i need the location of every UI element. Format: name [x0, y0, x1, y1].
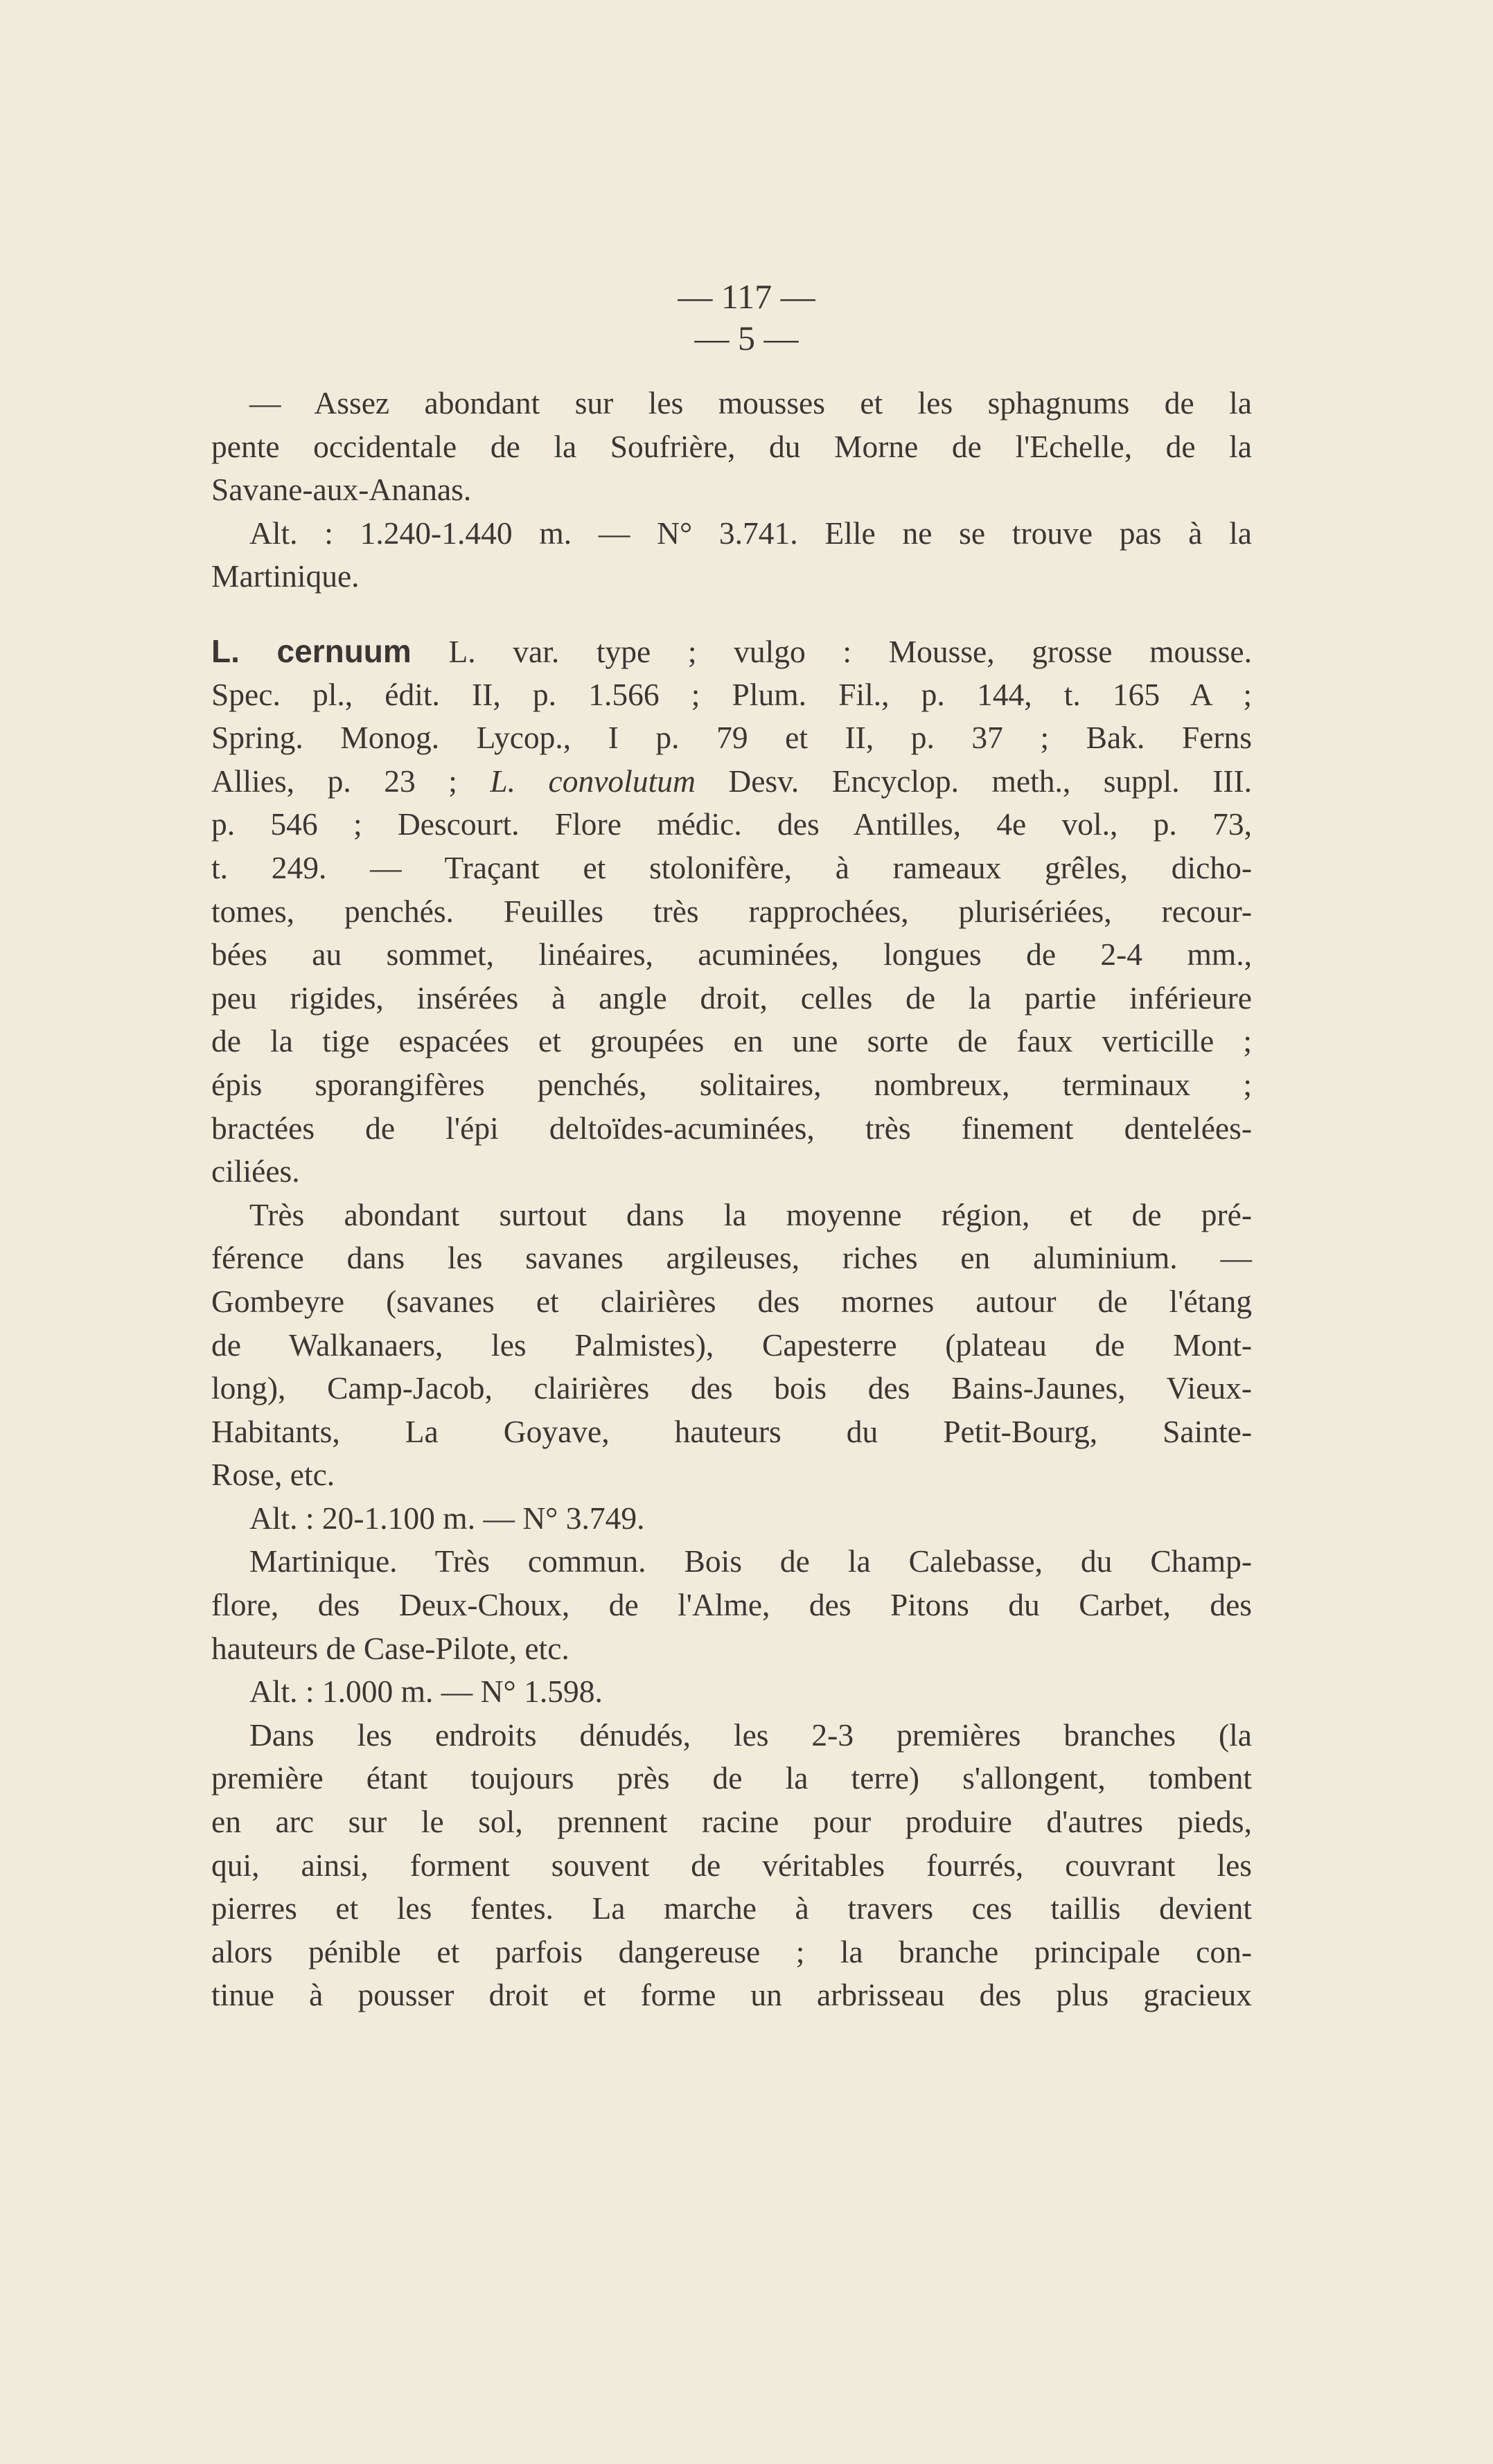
citation-text: Allies, p. 23 ;	[211, 763, 457, 799]
text-line: hauteurs de Case-Pilote, etc.	[211, 1630, 569, 1666]
text-line: Spec. pl., édit. II, p. 1.566 ; Plum. Fil., p. 144, t. 165 A ;	[211, 676, 1252, 712]
text-line: flore, des Deux-Choux, de l'Alme, des Pitons du Carbet, des	[211, 1587, 1252, 1623]
text-line: de Walkanaers, les Palmistes), Capesterre (plateau de Mont-	[211, 1327, 1252, 1363]
text-line: Martinique.	[211, 558, 360, 594]
text-line: L. var. type ; vulgo : Mousse, grosse mousse.	[448, 634, 1253, 669]
page-number: — 5 —	[694, 319, 799, 357]
text-line: Gombeyre (savanes et clairières des mornes autour de l'étang	[211, 1283, 1252, 1319]
text-line: Savane-aux-Ananas.	[211, 472, 472, 508]
text-line: peu rigides, insérées à angle droit, celles de la partie inférieure	[211, 980, 1252, 1016]
text-line: Habitants, La Goyave, hauteurs du Petit-Bourg, Sainte-	[211, 1413, 1252, 1449]
text-line: — Assez abondant sur les mousses et les sphagnums de la	[249, 385, 1252, 420]
paragraph-distribution-guadeloupe	[211, 1194, 1252, 1497]
citation-text: Desv. Encyclop. meth., suppl. III.	[728, 763, 1253, 799]
species-epithet: cernuum	[276, 633, 412, 669]
species-entry	[211, 630, 1252, 1194]
text-line: épis sporangifères penchés, solitaires, nombreux, terminaux ;	[211, 1066, 1252, 1102]
text-line: première étant toujours près de la terre) s'allongent, tombent	[211, 1760, 1252, 1796]
paragraph-altitude-2	[211, 1497, 1252, 1541]
text-line: alors pénible et parfois dangereuse ; la branche principale con-	[211, 1933, 1252, 1969]
text-line: Alt. : 1.000 m. — N° 1.598.	[249, 1674, 603, 1710]
text-line: bées au sommet, linéaires, acuminées, longues de 2-4 mm.,	[211, 937, 1252, 973]
text-line: ciliées.	[211, 1153, 300, 1189]
paragraph-habitat-intro	[211, 382, 1252, 512]
species-genus: L.	[211, 633, 240, 669]
text-line: qui, ainsi, forment souvent de véritables fourrés, couvrant les	[211, 1847, 1252, 1883]
text-line: p. 546 ; Descourt. Flore médic. des Antilles, 4e vol., p. 73,	[211, 806, 1252, 842]
text-line: Martinique. Très commun. Bois de la Calebasse, du Champ-	[249, 1543, 1252, 1579]
text-line: férence dans les savanes argileuses, riches en aluminium. —	[211, 1240, 1252, 1276]
text-line: Rose, etc.	[211, 1457, 335, 1493]
text-line: Alt. : 1.240-1.440 m. — N° 3.741. Elle ne se trouve pas à la	[249, 515, 1252, 551]
original-page-number: — 117 —	[678, 277, 815, 316]
text-line: bractées de l'épi deltoïdes-acuminées, très finement dentelées-	[211, 1110, 1252, 1146]
text-line: t. 249. — Traçant et stolonifère, à rameaux grêles, dicho-	[211, 849, 1252, 885]
synonym-name: L. convolutum	[490, 763, 696, 799]
text-line: pierres et les fentes. La marche à travers ces taillis devient	[211, 1890, 1252, 1926]
text-line: pente occidentale de la Soufrière, du Morne de l'Echelle, de la	[211, 428, 1252, 464]
text-line: Très abondant surtout dans la moyenne région, et de pré-	[249, 1196, 1252, 1232]
text-line: en arc sur le sol, prennent racine pour produire d'autres pieds,	[211, 1804, 1252, 1840]
species-heading-line	[211, 630, 1252, 673]
text-line: Dans les endroits dénudés, les 2-3 premières branches (la	[249, 1717, 1252, 1753]
text-line: tomes, penchés. Feuilles très rapprochées, plurisériées, recour-	[211, 893, 1252, 929]
text-line: tinue à pousser droit et forme un arbrisseau des plus gracieux	[211, 1977, 1252, 2013]
text-line: de la tige espacées et groupées en une sorte de faux verticille ;	[211, 1023, 1252, 1059]
paragraph-altitude-1	[211, 512, 1252, 599]
text-line: Alt. : 20-1.100 m. — N° 3.749.	[249, 1500, 645, 1536]
text-line: long), Camp-Jacob, clairières des bois des Bains-Jaunes, Vieux-	[211, 1370, 1252, 1406]
text-line: Spring. Monog. Lycop., I p. 79 et II, p. 37 ; Bak. Ferns	[211, 720, 1252, 756]
paragraph-growth-habit	[211, 1714, 1252, 2017]
text-block-main	[211, 630, 1252, 2017]
text-block-top	[211, 382, 1252, 599]
paragraph-distribution-martinique	[211, 1540, 1252, 1670]
text-line	[211, 760, 1252, 804]
paragraph-altitude-3	[211, 1670, 1252, 1714]
